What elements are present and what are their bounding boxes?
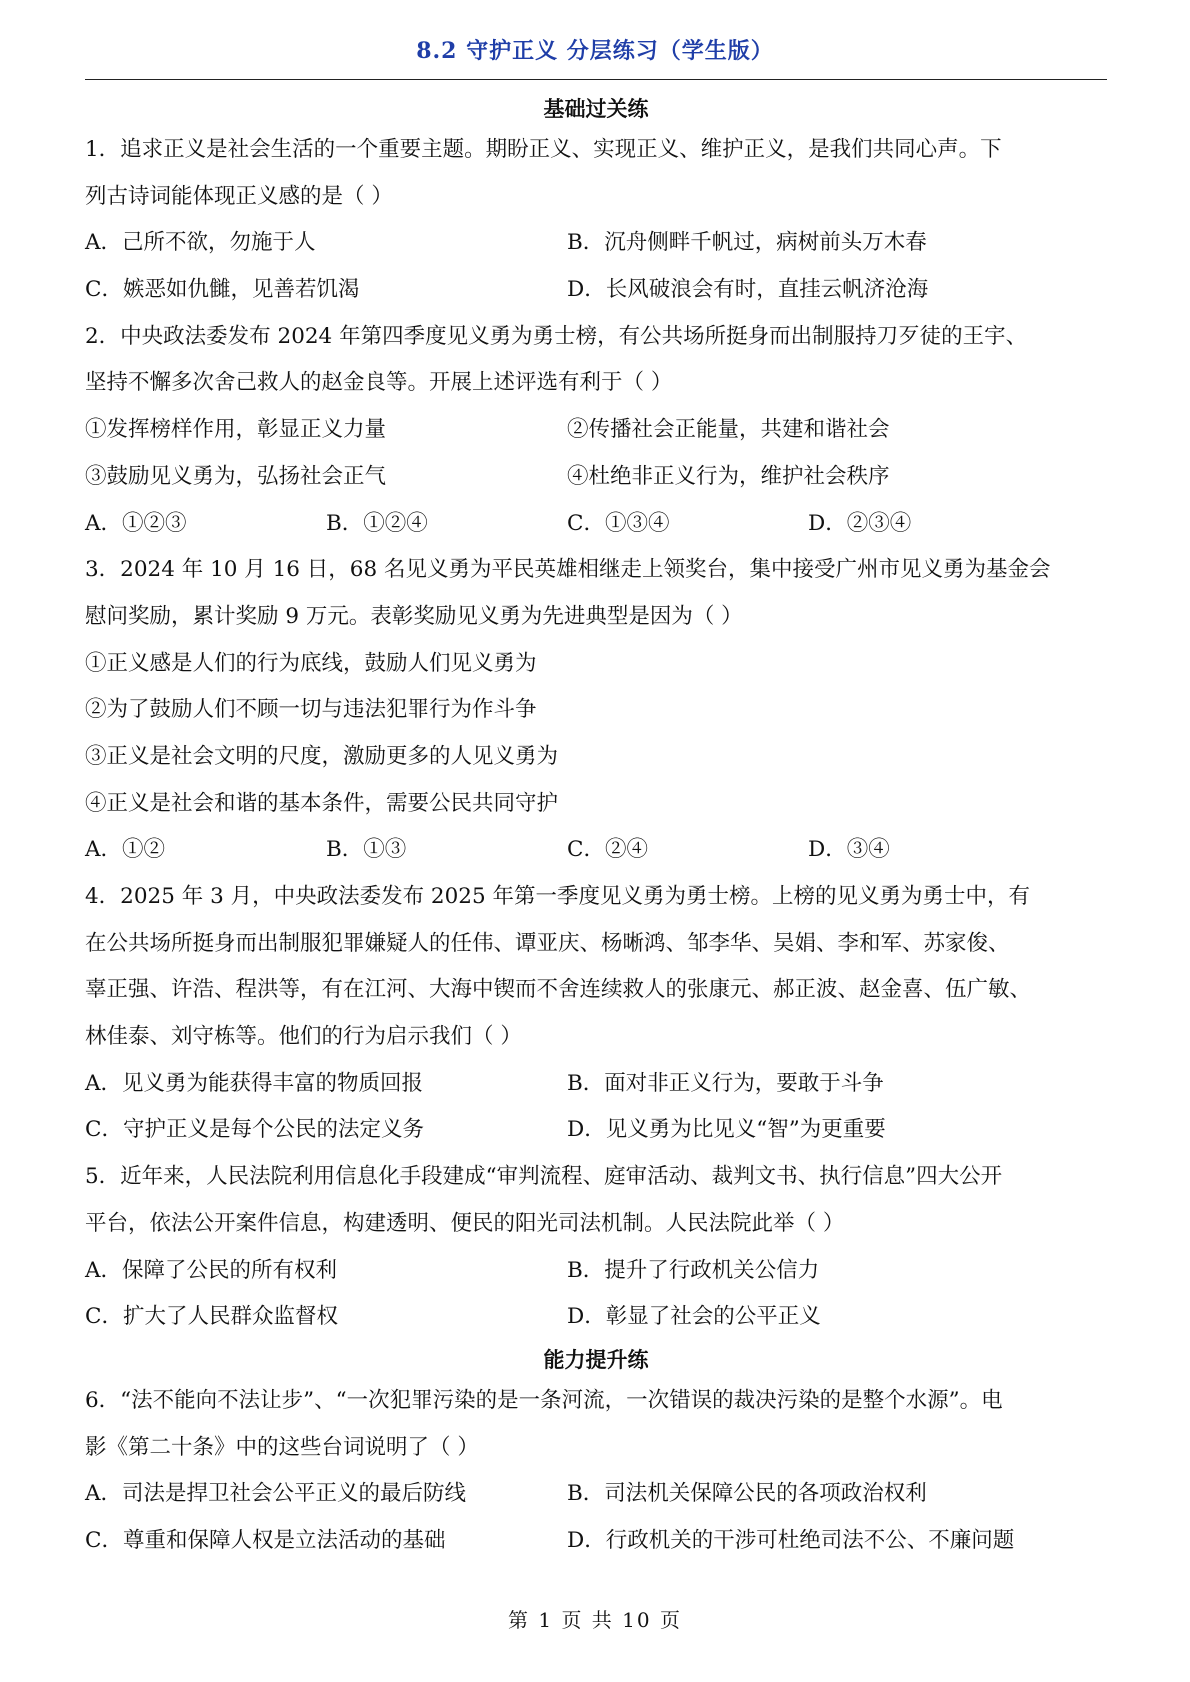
option-d[interactable]: D．彰显了社会的公平正义 xyxy=(567,1304,821,1330)
options-row xyxy=(85,1061,1107,1108)
option-a[interactable]: A．己所不欲，勿施于人 xyxy=(85,230,316,256)
question-3 xyxy=(85,547,1107,874)
options-row xyxy=(85,1248,1107,1295)
question-stem-line: 列古诗词能体现正义感的是（ ） xyxy=(85,183,393,209)
header-divider xyxy=(85,79,1107,80)
question-stem-line: 1．追求正义是社会生活的一个重要主题。期盼正义、实现正义、维护正义，是我们共同心声。下 xyxy=(85,137,1002,162)
question-stem-line: 坚持不懈多次舍己救人的赵金良等。开展上述评选有利于（ ） xyxy=(85,370,673,396)
option-b[interactable]: B．沉舟侧畔千帆过，病树前头万木春 xyxy=(567,230,927,256)
option-d[interactable]: D．见义勇为比见义“智”为更重要 xyxy=(567,1117,886,1143)
question-4 xyxy=(85,874,1107,1154)
options-row xyxy=(85,501,1107,548)
question-stem-line: 平台，依法公开案件信息，构建透明、便民的阳光司法机制。人民法院此举（ ） xyxy=(85,1210,845,1236)
statement-1: ①正义感是人们的行为底线，鼓励人们见义勇为 xyxy=(85,650,537,676)
option-c[interactable]: C．尊重和保障人权是立法活动的基础 xyxy=(85,1527,446,1553)
option-b[interactable]: B．面对非正义行为，要敢于斗争 xyxy=(567,1070,884,1096)
question-stem-line: 林佳泰、刘守栋等。他们的行为启示我们（ ） xyxy=(85,1024,522,1050)
option-a[interactable]: A．①② xyxy=(85,837,166,863)
document-body xyxy=(85,90,1107,1565)
question-2 xyxy=(85,314,1107,547)
section-title-basic: 基础过关练 xyxy=(543,96,649,121)
statement-4: ④正义是社会和谐的基本条件，需要公民共同守护 xyxy=(85,790,559,816)
statement-1: ①发挥榜样作用，彰显正义力量 xyxy=(85,417,387,443)
question-stem-line: 影《第二十条》中的这些台词说明了（ ） xyxy=(85,1434,479,1460)
option-d[interactable]: D．②③④ xyxy=(808,510,912,536)
question-1 xyxy=(85,127,1107,314)
options-row xyxy=(85,267,1107,314)
question-5 xyxy=(85,1154,1107,1341)
statement-3: ③正义是社会文明的尺度，激励更多的人见义勇为 xyxy=(85,743,559,769)
statement-4: ④杜绝非正义行为，维护社会秩序 xyxy=(567,463,890,489)
question-stem-line: 5．近年来，人民法院利用信息化手段建成“审判流程、庭审活动、裁判文书、执行信息”四大公开 xyxy=(85,1164,1003,1190)
option-d[interactable]: D．行政机关的干涉可杜绝司法不公、不廉问题 xyxy=(567,1527,1015,1553)
option-c[interactable]: C．扩大了人民群众监督权 xyxy=(85,1304,338,1330)
option-c[interactable]: C．守护正义是每个公民的法定义务 xyxy=(85,1117,424,1143)
option-b[interactable]: B．提升了行政机关公信力 xyxy=(567,1257,820,1283)
question-stem-line: 6．“法不能向不法让步”、“一次犯罪污染的是一条河流，一次错误的裁决污染的是整个水源”。电 xyxy=(85,1387,1003,1413)
option-c[interactable]: C．①③④ xyxy=(567,510,670,536)
document-title: 8.2 守护正义 分层练习（学生版） xyxy=(416,38,774,64)
option-c[interactable]: C．②④ xyxy=(567,837,648,863)
question-stem-line: 2．中央政法委发布 2024 年第四季度见义勇为勇士榜，有公共场所挺身而出制服持刀歹徒的王宇、 xyxy=(85,323,1028,349)
statement-2: ②为了鼓励人们不顾一切与违法犯罪行为作斗争 xyxy=(85,697,537,723)
option-d[interactable]: D．长风破浪会有时，直挂云帆济沧海 xyxy=(567,277,929,303)
options-row xyxy=(85,1294,1107,1341)
option-a[interactable]: A．见义勇为能获得丰富的物质回报 xyxy=(85,1070,424,1096)
section-title-advanced: 能力提升练 xyxy=(543,1346,649,1372)
options-row xyxy=(85,1518,1107,1565)
statement-3: ③鼓励见义勇为，弘扬社会正气 xyxy=(85,463,387,489)
question-stem-line: 4．2025 年 3 月，中央政法委发布 2025 年第一季度见义勇为勇士榜。上榜的见义勇为勇士中，有 xyxy=(85,884,1030,909)
option-b[interactable]: B．①②④ xyxy=(326,510,428,536)
option-d[interactable]: D．③④ xyxy=(808,837,890,863)
option-b[interactable]: B．司法机关保障公民的各项政治权利 xyxy=(567,1481,927,1507)
options-row xyxy=(85,1107,1107,1154)
question-stem-line: 慰问奖励，累计奖励 9 万元。表彰奖励见义勇为先进典型是因为（ ） xyxy=(85,603,743,629)
question-stem-line: 在公共场所挺身而出制服犯罪嫌疑人的任伟、谭亚庆、杨晰鸿、邹李华、吴娟、李和军、苏家俊、 xyxy=(85,930,1010,956)
statement-2: ②传播社会正能量，共建和谐社会 xyxy=(567,417,890,443)
question-stem-line: 3．2024 年 10 月 16 日，68 名见义勇为平民英雄相继走上领奖台，集中接受广州市见义勇为基金会 xyxy=(85,557,1051,583)
question-6 xyxy=(85,1378,1107,1565)
options-row xyxy=(85,220,1107,267)
statements-row xyxy=(85,454,1107,501)
option-a[interactable]: A．①②③ xyxy=(85,510,187,536)
options-row xyxy=(85,1471,1107,1518)
option-b[interactable]: B．①③ xyxy=(326,837,407,863)
options-row xyxy=(85,827,1107,874)
option-c[interactable]: C．嫉恶如仇雠，见善若饥渴 xyxy=(85,277,360,303)
statements-row xyxy=(85,407,1107,454)
question-stem-line: 辜正强、许浩、程洪等，有在江河、大海中锲而不舍连续救人的张康元、郝正波、赵金喜、伍广敏、 xyxy=(85,977,1032,1003)
option-a[interactable]: A．保障了公民的所有权利 xyxy=(85,1257,338,1283)
option-a[interactable]: A．司法是捍卫社会公平正义的最后防线 xyxy=(85,1481,467,1507)
page-number-footer: 第 1 页 共 10 页 xyxy=(508,1608,682,1632)
